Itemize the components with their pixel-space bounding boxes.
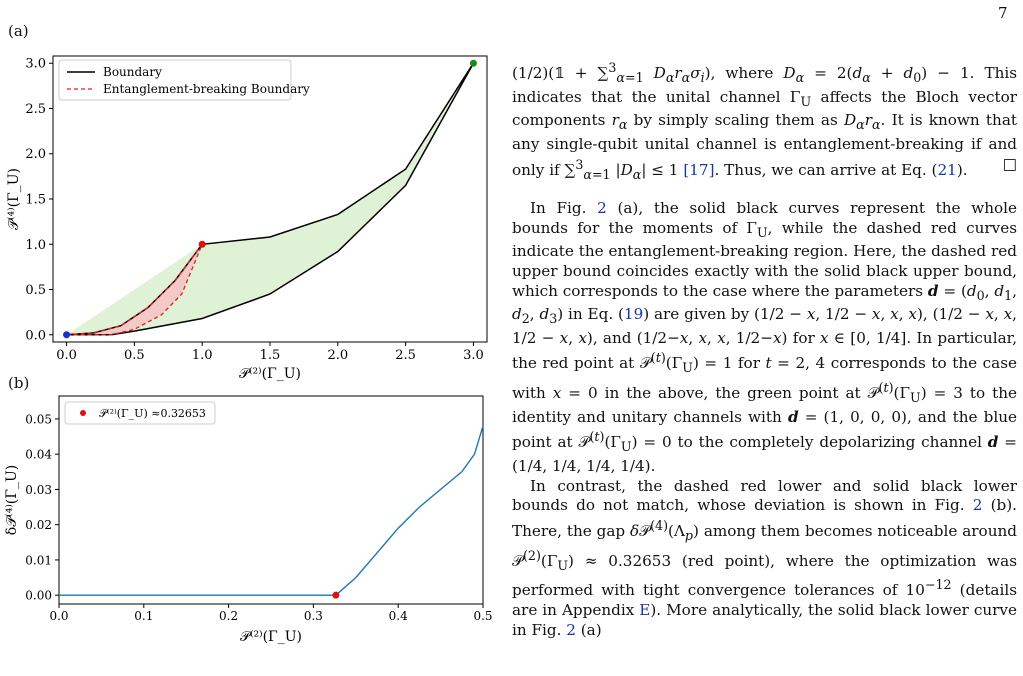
- legend: [59, 60, 310, 100]
- x-tick-label: 0.5: [124, 348, 145, 363]
- x-tick-label: 0.0: [49, 609, 69, 623]
- x-tick-label: 1.5: [259, 348, 281, 363]
- y-tick-label: 1.0: [25, 237, 46, 253]
- data-point: [63, 331, 70, 338]
- y-axis-label: δ𝒫⁽⁴⁾(Γ_U): [4, 464, 20, 536]
- gap-line: [59, 426, 483, 595]
- x-tick-label: 0.0: [56, 348, 77, 363]
- legend: [65, 402, 215, 424]
- boundary-lower-line: [67, 63, 474, 335]
- data-point: [199, 241, 206, 248]
- x-tick-label: 2.5: [395, 348, 416, 363]
- y-tick-label: 0.04: [25, 447, 52, 462]
- data-point: [470, 60, 477, 67]
- x-tick-label: 1.0: [191, 348, 213, 363]
- y-tick-label: 0.05: [25, 412, 52, 427]
- panel-a-label: (a): [8, 22, 29, 40]
- x-tick-label: 0.4: [388, 609, 408, 623]
- legend-label-eb: Entanglement-breaking Boundary: [103, 82, 310, 96]
- page-number: 7: [998, 4, 1008, 22]
- x-tick-label: 0.3: [303, 609, 323, 623]
- x-tick-label: 0.5: [473, 609, 493, 623]
- y-tick-label: 1.5: [25, 192, 46, 208]
- y-axis-label: 𝒫⁽⁴⁾(Γ_U): [6, 167, 22, 231]
- y-tick-label: 2.0: [25, 147, 46, 163]
- y-tick-label: 0.5: [25, 283, 46, 299]
- y-tick-label: 0.01: [25, 553, 52, 568]
- x-tick-label: 2.0: [327, 348, 349, 363]
- legend-label-boundary: Boundary: [103, 65, 162, 79]
- paragraph-2: In Fig. 2 (a), the solid black curves represent the whole bounds for the moments of $\Gamma_U$, while the dashed red curves indicate the entanglement-breaking region. Here, the dashed red upper bound coincides exactly with the solid black upper bound, which corresponds to the case where the parameters $d = (d_0$, $d_1$, $d_2$, $d_3$) in Eq. (19) are given by (1/2 − x, 1/2 − x, x, x), (1/2 − x, x, 1/2 − x, x), and (1/2−x, x, x, 1/2−x) for x ∈ [0, 1/4]. In particular, the red point at $𝒫^{(t)}(\Gamma_U) = 1$ for t = 2, 4 corresponds to the case with x = 0 in the above, the green point at $𝒫^{(t)}(\Gamma_U) = 3$ to the identity and unitary channels with d = (1, 0, 0, 0), and the blue point at $𝒫^{(t)}(\Gamma_U) = 0$ to the completely depolarizing channel d = (1/4, 1/4, 1/4, 1/4).: [512, 199, 1018, 476]
- y-tick-label: 0.0: [25, 328, 46, 344]
- x-tick-label: 3.0: [463, 348, 484, 363]
- figure-b-chart: [0, 390, 500, 655]
- x-axis-label: 𝒫⁽²⁾(Γ_U): [238, 366, 302, 382]
- y-tick-label: 0.02: [25, 518, 52, 533]
- y-tick-label: 3.0: [25, 56, 46, 72]
- x-axis-label: 𝒫⁽²⁾(Γ_U): [239, 629, 303, 645]
- axes-frame: [59, 396, 483, 604]
- legend-marker: [80, 410, 86, 416]
- paragraph-3: In contrast, the dashed red lower and solid black lower bounds do not match, whose deviation is shown in Fig. 2 (b). There, the gap $\delta 𝒫^{(4)}(\Lambda_p)$ among them becomes noticeable around $𝒫^{(2)}(\Gamma_U) \approx 0.32653$ (red point), where the optimization was performed with tight convergence tolerances of $10^{-12}$ (details are in Appendix E). More analytically, the solid black lower curve in Fig. 2 (a): [512, 476, 1017, 639]
- x-tick-label: 0.2: [219, 609, 239, 623]
- body-text-column: [512, 58, 1017, 640]
- y-tick-label: 0.03: [25, 482, 52, 497]
- figure-a-chart: [0, 40, 500, 385]
- threshold-point: [332, 592, 339, 599]
- y-tick-label: 0.00: [25, 588, 52, 603]
- paragraph-1: (1/2)(𝟙 + ∑$^3_{\alpha=1}$ $D_\alpha r_\alpha\sigma_i$), where $D_\alpha = 2(d_\alpha + d_0) - 1$. This indicates that the unital channel $\Gamma_U$ affects the Bloch vector components $r_\alpha$ by simply scaling them as $D_\alpha r_\alpha$. It is known that any single-qubit unital channel is entanglement-breaking if and only if ∑$^3_{\alpha=1}$ $|D_\alpha| \le 1$ [17]. Thus, we can arrive at Eq. (21). □: [512, 60, 1018, 182]
- panel-b-label: (b): [8, 374, 30, 392]
- legend-label: 𝒫⁽²⁾(Γ_U) ≈0.32653: [99, 407, 206, 420]
- y-tick-label: 2.5: [25, 101, 46, 117]
- x-tick-label: 0.1: [134, 609, 154, 623]
